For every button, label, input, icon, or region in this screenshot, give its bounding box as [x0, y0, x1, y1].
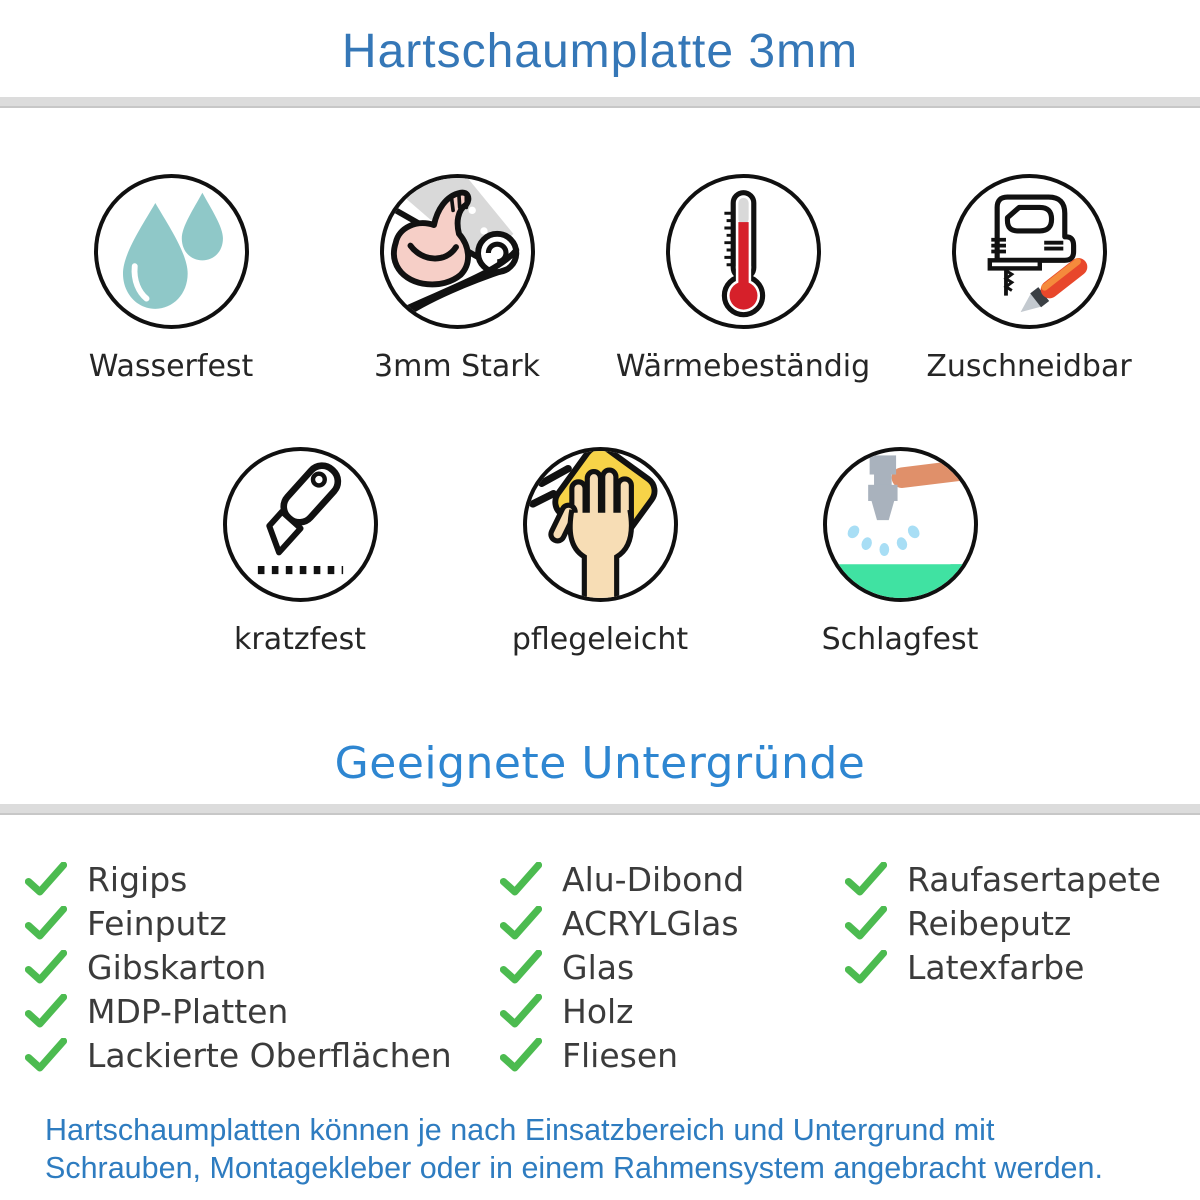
icon-circle: [666, 174, 821, 329]
list-item-label: Rigips: [87, 859, 188, 899]
list-item-label: Glas: [562, 947, 635, 987]
checkmark-icon: [25, 1038, 67, 1073]
checkmark-icon: [500, 1038, 542, 1073]
checkmark-icon: [500, 862, 542, 897]
list-item: [845, 945, 1200, 989]
feature-pflegeleicht: [450, 447, 750, 658]
checklist-column-3: [845, 857, 1200, 1077]
list-item-label: Fliesen: [562, 1035, 679, 1075]
icon-circle: [380, 174, 535, 329]
wiping-hand-icon: [527, 451, 674, 598]
mounting-note: [0, 1111, 1200, 1187]
checkmark-icon: [25, 994, 67, 1029]
mounting-note-line2: Schrauben, Montagekleber oder in einem Rahmensystem angebracht werden.: [45, 1151, 1103, 1185]
icon-circle: [823, 447, 978, 602]
checkmark-icon: [500, 950, 542, 985]
feature-label: Wasserfest: [88, 349, 254, 384]
checklist-column-2: [500, 857, 845, 1077]
checkmark-icon: [845, 862, 887, 897]
list-item: [845, 901, 1200, 945]
list-item-label: MDP-Platten: [87, 991, 289, 1031]
feature-label: Zuschneidbar: [926, 349, 1132, 384]
list-item: [500, 989, 845, 1033]
feature-kratzfest: [150, 447, 450, 658]
list-item-label: Alu-Dibond: [562, 859, 745, 899]
feature-label: kratzfest: [233, 622, 366, 657]
utility-knife-icon: [227, 451, 374, 598]
list-item: [500, 857, 845, 901]
jigsaw-cutter-icon: [956, 178, 1103, 325]
list-item-label: Latexfarbe: [907, 947, 1085, 987]
icon-circle: [223, 447, 378, 602]
feature-wasserfest: [28, 174, 314, 385]
substrate-checklist: [0, 857, 1200, 1077]
list-item-label: Reibeputz: [907, 903, 1072, 943]
checkmark-icon: [25, 906, 67, 941]
feature-schlagfest: [750, 447, 1050, 658]
feature-label: pflegeleicht: [511, 622, 689, 657]
page-title: Hartschaumplatte 3mm: [341, 25, 859, 78]
list-item: [25, 857, 500, 901]
feature-label: Wärmebeständig: [615, 349, 871, 384]
list-item: [500, 1033, 845, 1077]
feature-zuschneidbar: [886, 174, 1172, 385]
checkmark-icon: [845, 906, 887, 941]
icon-circle: [94, 174, 249, 329]
list-item-label: Raufasertapete: [907, 859, 1161, 899]
checkmark-icon: [500, 994, 542, 1029]
list-item: [500, 945, 845, 989]
hammer-impact-icon: [827, 451, 974, 598]
list-item-label: Gibskarton: [87, 947, 267, 987]
divider-bar-top: [0, 97, 1200, 108]
list-item: [845, 857, 1200, 901]
list-item: [500, 901, 845, 945]
list-item-label: Holz: [562, 991, 634, 1031]
thermometer-icon: [670, 178, 817, 325]
feature-label: Schlagfest: [821, 622, 979, 657]
list-item: [25, 989, 500, 1033]
list-item: [25, 945, 500, 989]
muscle-arm-icon: [384, 178, 531, 325]
checkmark-icon: [25, 862, 67, 897]
checklist-column-1: [25, 857, 500, 1077]
icon-circle: [952, 174, 1107, 329]
list-item: [25, 1033, 500, 1077]
list-item: [25, 901, 500, 945]
water-drops-icon: [98, 178, 245, 325]
list-item-label: Lackierte Oberflächen: [87, 1035, 452, 1075]
mounting-note-line1: Hartschaumplatten können je nach Einsatzbereich und Untergrund mit: [45, 1113, 995, 1147]
checkmark-icon: [500, 906, 542, 941]
icon-circle: [523, 447, 678, 602]
feature-3mm-stark: [314, 174, 600, 385]
feature-row-2: [0, 447, 1200, 658]
divider-bar-middle: [0, 804, 1200, 815]
feature-label: 3mm Stark: [374, 349, 540, 384]
list-item-label: ACRYLGlas: [562, 903, 739, 943]
section-heading-untergruende: Geeignete Untergründe: [334, 738, 866, 789]
feature-waermebestaendig: [600, 174, 886, 385]
checkmark-icon: [845, 950, 887, 985]
checkmark-icon: [25, 950, 67, 985]
feature-row-1: [0, 174, 1200, 385]
list-item-label: Feinputz: [87, 903, 227, 943]
